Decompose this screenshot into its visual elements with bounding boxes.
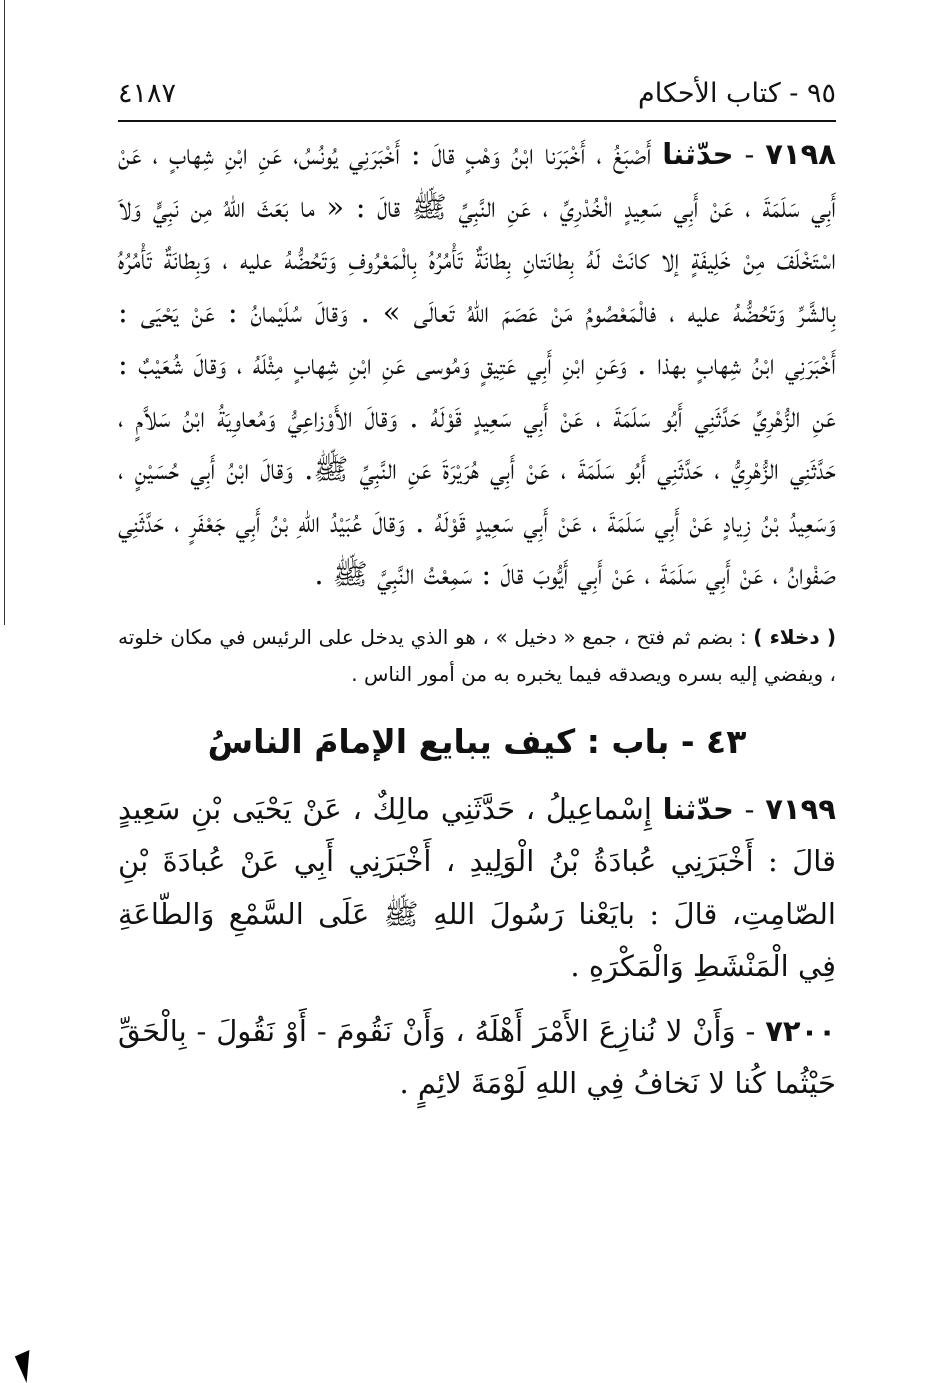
- footnote-term: ( دخلاء ): [753, 624, 837, 649]
- hadith-number: ٧٢٠٠: [765, 1013, 836, 1048]
- hadith-7198: ٧١٩٨ - حدّثنا أَصْبَغُ ، أَخْبَرَنا ابْنُ وَهْبٍ قالَ : أَخْبَرَنِي يُونُسُ، عَنِ ابْنِ شِهابٍ ، عَنْ أَبِي سَلَمَةَ ، عَنْ أَبِي سَعِيدٍ الْخُدْرِيِّ ، عَنِ النَّبِيِّ ﷺ قالَ : « ما بَعَثَ اللهُ مِن نَبِيٍّ وَلاَ اسْتَخْلَفَ مِنْ خَلِيفَةٍ إلا كانَتْ لَهُ بِطانَتانِ بِطانَةٌ تَأْمُرُهُ بِالْمَعْرُوفِ وَتَحُضُّهُ عليه ، وَبِطانَةٌ تَأْمُرُهُ بِالشَّرِّ وَتَحُضُّهُ عليه ، فالْمَعْصُومُ مَنْ عَصَمَ اللهُ تَعالَى » . وَقالَ سُلَيْمانُ : عَنْ يَحْيَى : أَخْبَرَنِي ابْنُ شِهابٍ بهذا . وَعَنِ ابْنِ أَبِي عَتِيقٍ وَمُوسى عَنِ ابْنِ شِهابٍ مِثْلَهُ ، وَقالَ شُعَيْبٌ : عَنِ الزُّهْرِيِّ حَدَّثَنِي أَبُو سَلَمَةَ ، عَنْ أَبِي سَعِيدٍ قَوْلَهُ . وَقالَ الأَوْزاعِيُّ وَمُعاوِيَةُ ابْنُ سَلاَّمٍ ، حَدَّثَنِي الزُّهْرِيُّ ، حَدَّثَنِي أَبُو سَلَمَةَ ، عَنْ أَبِي هُرَيْرَةَ عَنِ النَّبِيِّ ﷺ. وَقالَ ابْنُ أَبِي حُسَيْنٍ ، وَسَعِيدُ بْنُ زِيادٍ عَنْ أَبِي سَلَمَةَ ، عَنْ أَبِي سَعِيدٍ قَوْلَهُ . وَقالَ عُبَيْدُ اللهِ بْنُ أَبِي جَعْفَرٍ ، حَدَّثَنِي صَفْوانُ ، عَنْ أَبِي سَلَمَةَ ، عَنْ أَبِي أَيُّوبَ قالَ : سَمِعْتُ النَّبِيَّ ﷺ .: [118, 137, 836, 591]
- page-number: ٤١٨٧: [118, 78, 177, 109]
- book-page: [118, 78, 836, 1110]
- binding-line: [4, 0, 5, 625]
- hadith-text: أَصْبَغُ ، أَخْبَرَنا ابْنُ وَهْبٍ قالَ : أَخْبَرَنِي يُونُسُ، عَنِ ابْنِ شِهابٍ ، عَنْ أَبِي سَلَمَةَ ، عَنْ أَبِي سَعِيدٍ الْخُدْرِيِّ ، عَنِ النَّبِيِّ ﷺ قالَ : « ما بَعَثَ اللهُ مِن نَبِيٍّ وَلاَ اسْتَخْلَفَ مِنْ خَلِيفَةٍ إلا كانَتْ لَهُ بِطانَتانِ بِطانَةٌ تَأْمُرُهُ بِالْمَعْرُوفِ وَتَحُضُّهُ عليه ، وَبِطانَةٌ تَأْمُرُهُ بِالشَّرِّ وَتَحُضُّهُ عليه ، فالْمَعْصُومُ مَنْ عَصَمَ اللهُ تَعالَى » . وَقالَ سُلَيْمانُ : عَنْ يَحْيَى : أَخْبَرَنِي ابْنُ شِهابٍ بهذا . وَعَنِ ابْنِ أَبِي عَتِيقٍ وَمُوسى عَنِ ابْنِ شِهابٍ مِثْلَهُ ، وَقالَ شُعَيْبٌ : عَنِ الزُّهْرِيِّ حَدَّثَنِي أَبُو سَلَمَةَ ، عَنْ أَبِي سَعِيدٍ قَوْلَهُ . وَقالَ الأَوْزاعِيُّ وَمُعاوِيَةُ ابْنُ سَلاَّمٍ ، حَدَّثَنِي الزُّهْرِيُّ ، حَدَّثَنِي أَبُو سَلَمَةَ ، عَنْ أَبِي هُرَيْرَةَ عَنِ النَّبِيِّ ﷺ. وَقالَ ابْنُ أَبِي حُسَيْنٍ ، وَسَعِيدُ بْنُ زِيادٍ عَنْ أَبِي سَلَمَةَ ، عَنْ أَبِي سَعِيدٍ قَوْلَهُ . وَقالَ عُبَيْدُ اللهِ بْنُ أَبِي جَعْفَرٍ ، حَدَّثَنِي صَفْوانُ ، عَنْ أَبِي سَلَمَةَ ، عَنْ أَبِي أَيُّوبَ قالَ : سَمِعْتُ النَّبِيَّ ﷺ .: [118, 137, 836, 591]
- chapter-title: ٩٥ - كتاب الأحكام: [638, 78, 836, 109]
- chapter-heading: ٤٣ - باب : كيف يبايع الإمامَ الناسُ: [207, 721, 747, 761]
- hadith-text: إِسْماعِيلُ ، حَدَّثَنِي مالِكٌ ، عَنْ يَحْيَى بْنِ سَعِيدٍ قالَ : أَخْبَرَنِي عُبادَةُ بْنُ الْوَلِيدِ ، أَخْبَرَنِي أَبِي عَنْ عُبادَةَ بْنِ الصّامِتِ، قالَ : بايَعْنا رَسُولَ اللهِ ﷺ عَلَى السَّمْعِ وَالطّاعَةِ فِي الْمَنْشَطِ وَالْمَكْرَهِ .: [118, 791, 836, 983]
- hadith-lead: حدّثنا: [662, 137, 734, 171]
- footnote: [118, 619, 836, 693]
- hadith-number: ٧١٩٩: [765, 791, 837, 826]
- hadith-text: - وَأَنْ لا نُنازِعَ الأَمْرَ أَهْلَهُ ، وَأَنْ نَقُومَ - أَوْ نَقُولَ - بِالْحَقِّ حَيْثُما كُنا لا نَخافُ فِي اللهِ لَوْمَةَ لائِمٍ .: [118, 1013, 836, 1100]
- hadith-lead: حدّثنا: [662, 791, 734, 826]
- footnote-text: : بضم ثم فتح ، جمع « دخيل » ، هو الذي يدخل على الرئيس في مكان خلوته ، ويفضي إليه بسره ويصدقه فيما يخبره به من أمور الناس .: [118, 624, 836, 686]
- hadith-7199: ٧١٩٩ - حدّثنا إِسْماعِيلُ ، حَدَّثَنِي مالِكٌ ، عَنْ يَحْيَى بْنِ سَعِيدٍ قالَ : أَخْبَرَنِي عُبادَةُ بْنُ الْوَلِيدِ ، أَخْبَرَنِي أَبِي عَنْ عُبادَةَ بْنِ الصّامِتِ، قالَ : بايَعْنا رَسُولَ اللهِ ﷺ عَلَى السَّمْعِ وَالطّاعَةِ فِي الْمَنْشَطِ وَالْمَكْرَهِ .: [118, 791, 837, 983]
- hadith-number: ٧١٩٨: [765, 137, 836, 171]
- running-header: [118, 78, 836, 118]
- page-corner-mark: [15, 1350, 41, 1383]
- header-rule: [118, 120, 836, 122]
- hadith-7200: [118, 1005, 836, 1110]
